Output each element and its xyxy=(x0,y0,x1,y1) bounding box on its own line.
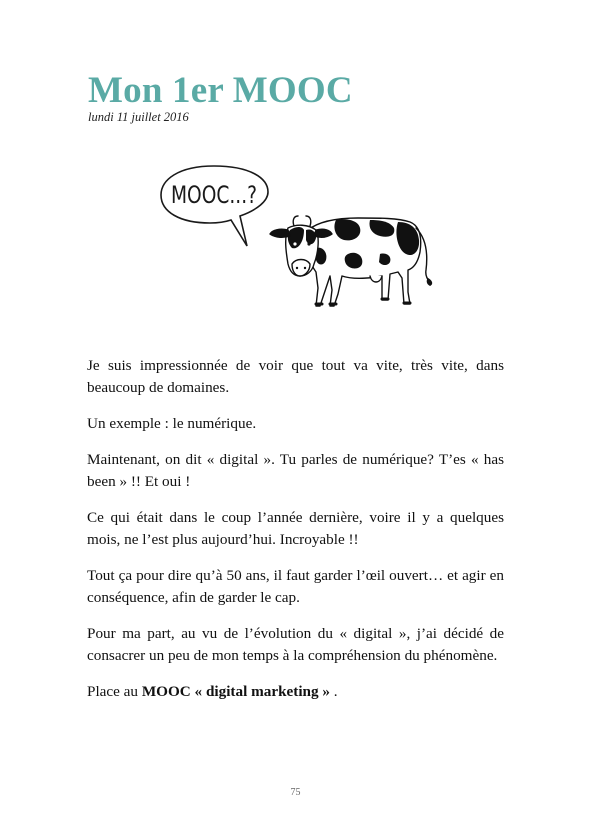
page-number: 75 xyxy=(290,787,301,798)
paragraph: Pour ma part, au vu de l’évolution du « digital », j’ai décidé de consacrer un peu de mon temps à la compréhension du phénomène. xyxy=(87,625,504,664)
paragraph: Maintenant, on dit « digital ». Tu parles de numérique? T’es « has been » !! Et oui ! xyxy=(87,451,504,490)
closing-suffix: . xyxy=(329,683,338,700)
speech-bubble xyxy=(161,166,268,246)
paragraph: Un exemple : le numérique. xyxy=(87,415,257,432)
speech-bubble-text: MOOC...? xyxy=(171,181,257,209)
cow-drawing xyxy=(270,216,432,306)
cow-mooc-illustration xyxy=(158,158,438,310)
paragraph-closing xyxy=(87,681,504,703)
mooc-course-name: MOOC « digital marketing » xyxy=(141,683,330,700)
paragraph: Tout ça pour dire qu’à 50 ans, il faut garder l’œil ouvert… et agir en conséquence, afin de garder le cap. xyxy=(87,567,504,606)
paragraph: Je suis impressionnée de voir que tout va vite, très vite, dans beaucoup de domaines. xyxy=(87,357,504,396)
page-title: Mon 1er MOOC xyxy=(88,70,353,111)
closing-prefix: Place au xyxy=(87,683,142,700)
article-body xyxy=(87,355,504,717)
post-date: lundi 11 juillet 2016 xyxy=(88,110,189,124)
paragraph: Ce qui était dans le coup l’année dernière, voire il y a quelques mois, ne l’est plus aujourd’hui. Incroyable !! xyxy=(87,509,504,548)
